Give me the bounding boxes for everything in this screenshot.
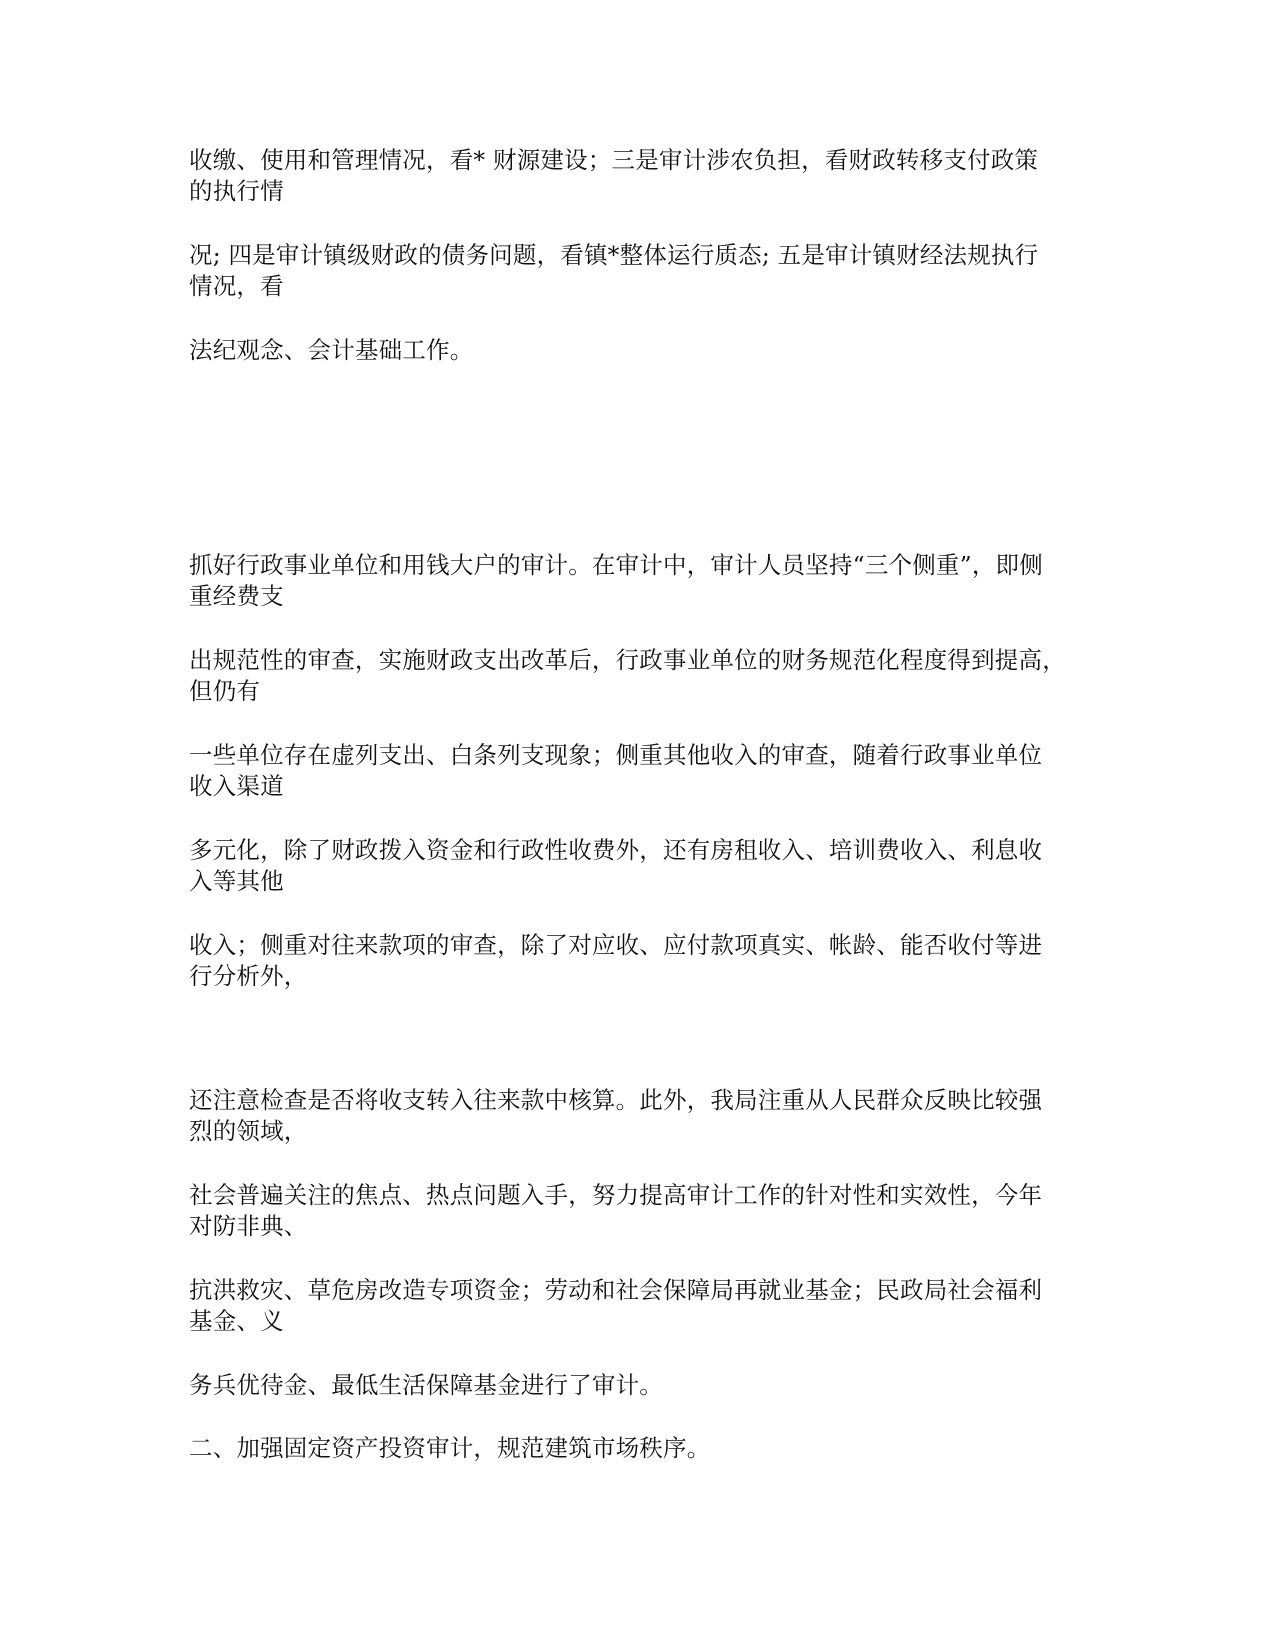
paragraph-7: [189, 835, 1089, 897]
paragraph-12: [189, 1370, 1089, 1401]
text-line: 对防非典、: [189, 1212, 308, 1240]
text-line: 入等其他: [189, 867, 284, 895]
section-heading: [189, 1433, 1089, 1464]
text-line: 收缴、使用和管理情况，看* 财源建设；三是审计涉农负担，看财政转移支付政策: [189, 146, 1039, 174]
text-line: 二、加强固定资产投资审计，规范建筑市场秩序。: [189, 1434, 711, 1462]
text-line: 重经费支: [189, 582, 284, 610]
paragraph-11: [189, 1275, 1089, 1337]
text-line: 务兵优待金、最低生活保障基金进行了审计。: [189, 1371, 663, 1399]
text-line: 一些单位存在虚列支出、白条列支现象；侧重其他收入的审查，随着行政事业单位: [189, 741, 1043, 769]
paragraph-2: [189, 240, 1089, 302]
text-line: 收入渠道: [189, 772, 284, 800]
text-line: 抗洪救灾、草危房改造专项资金；劳动和社会保障局再就业基金；民政局社会福利: [189, 1276, 1043, 1304]
text-line: 况; 四是审计镇级财政的债务问题，看镇*整体运行质态; 五是审计镇财经法规执行: [189, 241, 1039, 269]
text-line: 收入；侧重对往来款项的审查，除了对应收、应付款项真实、帐龄、能否收付等进: [189, 931, 1043, 959]
text-line: 多元化，除了财政拨入资金和行政性收费外，还有房租收入、培训费收入、利息收: [189, 836, 1043, 864]
paragraph-10: [189, 1180, 1089, 1242]
text-line: 抓好行政事业单位和用钱大户的审计。在审计中，审计人员坚持“三个侧重”，即侧: [189, 551, 1043, 579]
text-line: 出规范性的审查，实施财政支出改革后，行政事业单位的财务规范化程度得到提高，: [189, 646, 1066, 674]
text-line: 还注意检查是否将收支转入往来款中核算。此外，我局注重从人民群众反映比较强: [189, 1086, 1043, 1114]
paragraph-3: [189, 335, 1089, 366]
paragraph-1: [189, 145, 1089, 207]
text-line: 情况，看: [189, 272, 284, 300]
paragraph-5: [189, 645, 1089, 707]
paragraph-8: [189, 930, 1089, 992]
paragraph-4: [189, 550, 1089, 612]
text-line: 社会普遍关注的焦点、热点问题入手，努力提高审计工作的针对性和实效性，今年: [189, 1181, 1043, 1209]
paragraph-6: [189, 740, 1089, 802]
text-line: 的执行情: [189, 177, 284, 205]
text-line: 基金、义: [189, 1307, 284, 1335]
paragraph-9: [189, 1085, 1089, 1147]
text-line: 行分析外，: [189, 962, 308, 990]
text-line: 法纪观念、会计基础工作。: [189, 336, 474, 364]
text-line: 但仍有: [189, 677, 261, 705]
text-line: 烈的领域，: [189, 1117, 308, 1145]
